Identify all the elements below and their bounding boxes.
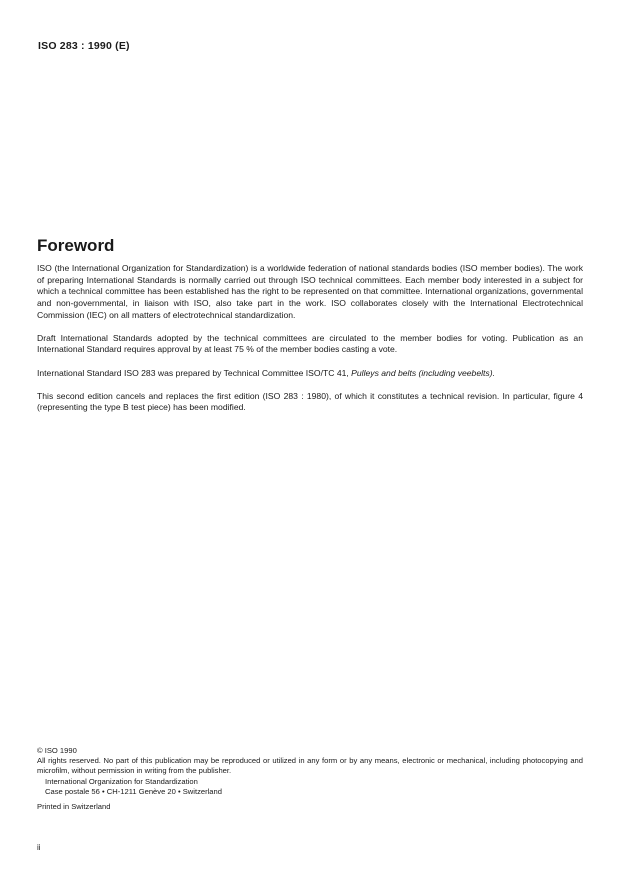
copyright-line: © ISO 1990 bbox=[37, 746, 77, 755]
copyright-block bbox=[37, 746, 583, 812]
publisher-name: International Organization for Standardization bbox=[45, 777, 198, 786]
foreword-paragraph-1: ISO (the International Organization for Standardization) is a worldwide federation of national standards bodies (ISO member bodies). The work of preparing International Standards is normally carried out through ISO technical committees. Each member body interested in a subject for which a technical committee has been established has the right to be represented on that committee. International organizations, governmental and non-governmental, in liaison with ISO, also take part in the work. ISO collaborates closely with the International Electrotechnical Commission (IEC) on all matters of electrotechnical standardization. bbox=[37, 263, 583, 320]
foreword-paragraph-3-text: International Standard ISO 283 was prepared by Technical Committee ISO/TC 41, bbox=[37, 367, 349, 378]
foreword-title: Foreword bbox=[37, 236, 115, 255]
document-id: ISO 283 : 1990 (E) bbox=[38, 40, 130, 52]
printed-in: Printed in Switzerland bbox=[37, 802, 111, 811]
foreword-paragraph-4: This second edition cancels and replaces the first edition (ISO 283 : 1980), of which it constitutes a technical revision. In particular, figure 4 (representing the type B test piece) has been modified. bbox=[37, 390, 583, 413]
copyright-notice: All rights reserved. No part of this publication may be reproduced or utilized in any form or by any means, electronic or mechanical, including photocopying and microfilm, without permission in writing from the publisher. bbox=[37, 756, 583, 775]
foreword-paragraph-2: Draft International Standards adopted by the technical committees are circulated to the member bodies for voting. Publication as an International Standard requires approval by at least 75 % of the member bodies casting a vote. bbox=[37, 332, 583, 355]
publisher-address: Case postale 56 • CH-1211 Genève 20 • Switzerland bbox=[45, 787, 222, 796]
foreword-body bbox=[37, 263, 583, 425]
committee-title: Pulleys and belts (including veebelts). bbox=[351, 367, 495, 378]
foreword-paragraph-3 bbox=[37, 368, 583, 380]
page-number: ii bbox=[37, 843, 41, 852]
